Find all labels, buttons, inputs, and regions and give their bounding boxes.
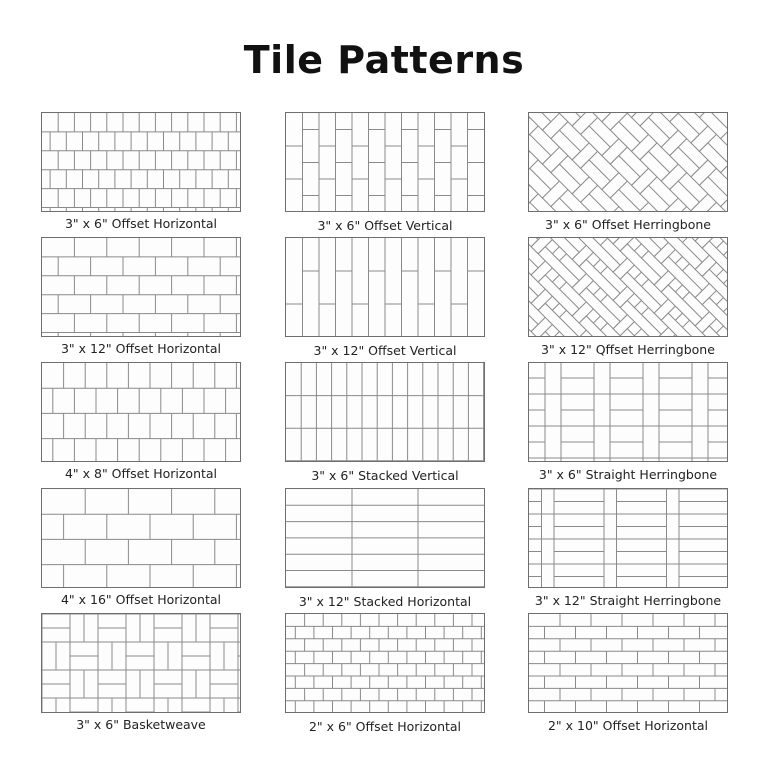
tile-piece [154,628,182,642]
tile-piece [140,670,154,698]
tile-piece [98,642,112,670]
tile-piece [604,564,617,587]
tile-swatch [285,237,485,337]
tile-swatch [528,488,728,588]
tile-pattern-drawing [286,113,484,211]
tile-caption: 3" x 6" Basketweave [76,717,206,732]
tile-swatch [285,112,485,212]
tile-piece [196,614,210,642]
tile-piece [224,642,238,670]
tile-caption: 3" x 6" Offset Vertical [317,218,453,233]
tile-piece [594,394,610,427]
tile-pattern-drawing [42,363,240,461]
tile-piece [238,698,240,712]
tile-piece [154,684,182,698]
tile-piece [643,426,659,459]
tile-piece [561,378,594,394]
tile-piece [659,442,692,458]
tile-piece [238,614,240,642]
tile-piece [210,628,238,642]
tile-piece [84,670,98,698]
tile-piece [126,670,140,698]
tile-piece [210,684,238,698]
tile-piece [224,698,238,712]
tile-piece [70,698,98,712]
tile-piece [554,552,604,565]
tile-pattern-drawing [286,363,484,461]
tile-caption: 3" x 6" Stacked Vertical [311,468,459,483]
tile-caption: 3" x 12" Straight Herringbone [534,593,722,608]
tile-piece [679,527,727,540]
tile-caption: 4" x 16" Offset Horizontal [60,592,222,607]
tile-pattern-drawing [286,489,484,587]
tile-piece [692,394,708,427]
tile-piece [561,442,594,458]
tile-caption: 4" x 8" Offset Horizontal [64,466,218,481]
tile-piece [594,458,610,461]
tile-swatch [41,362,241,462]
tile-piece [679,577,727,588]
tile-piece [617,552,667,565]
tile-piece [42,684,70,698]
tile-piece [610,378,643,394]
tile-swatch [41,237,241,337]
tile-pattern-drawing [42,489,240,587]
tile-swatch [41,613,241,713]
tile-caption: 3" x 12" Offset Horizontal [60,341,222,356]
tile-piece [70,670,84,698]
tile-piece [594,363,610,395]
tile-piece [154,642,168,670]
tile-piece [610,442,643,458]
tile-piece [182,656,210,670]
tile-piece [545,394,561,427]
tile-swatch [528,362,728,462]
tile-piece [154,670,182,684]
tile-piece [529,442,545,458]
tile-piece [238,642,240,656]
tile-pattern-drawing [286,238,484,336]
tile-swatch [41,112,241,212]
tile-piece [210,698,224,712]
tile-piece [554,527,604,540]
tile-caption: 3" x 12" Stacked Horizontal [298,594,472,609]
tile-piece [98,698,112,712]
tile-caption: 3" x 6" Straight Herringbone [538,467,718,482]
tile-piece [42,670,70,684]
tile-piece [154,698,168,712]
tile-piece [126,614,140,642]
tile-piece [70,614,84,642]
tile-piece [98,684,126,698]
tile-piece [545,363,561,395]
tile-piece [659,378,692,394]
tile-piece [210,642,224,670]
tile-piece [692,458,708,461]
tile-swatch [285,362,485,462]
tile-piece [610,410,643,426]
tile-piece [182,614,196,642]
tile-pattern-drawing [286,614,484,712]
tile-piece [126,656,154,670]
tile-piece [617,502,667,515]
tile-pattern-drawing [42,113,240,211]
tile-pattern-drawing [529,113,727,211]
tile-piece [56,642,70,670]
tile-caption: 2" x 10" Offset Horizontal [547,718,709,733]
tile-piece [542,564,555,587]
tile-swatch [528,237,728,337]
tile-pattern-drawing [529,238,727,336]
tile-piece [154,614,182,628]
tile-piece [529,527,542,540]
tile-swatch [528,112,728,212]
tile-piece [238,656,240,670]
tile-piece [708,442,727,458]
tile-pattern-drawing [42,614,240,712]
tile-swatch [285,613,485,713]
tile-pattern-drawing [529,489,727,587]
tile-piece [708,378,727,394]
tile-swatch [285,488,485,588]
tile-piece [42,642,56,670]
tile-piece [182,670,196,698]
tile-piece [70,642,98,656]
tile-caption: 3" x 12" Qffset Herringbone [541,342,715,357]
tile-pattern-drawing [529,614,727,712]
tile-piece [210,670,238,684]
tile-piece [545,458,561,461]
tile-caption: 2" x 6" Offset Horizontal [308,719,462,734]
tile-piece [42,698,56,712]
tile-piece [617,577,667,588]
tile-piece [594,426,610,459]
tile-piece [545,426,561,459]
tile-piece [529,577,542,588]
tile-piece [238,670,240,698]
tile-caption: 3" x 6" Offset Horizontal [64,216,218,231]
tile-piece [643,394,659,427]
tile-piece [561,410,594,426]
tile-piece [168,698,182,712]
tile-piece [554,577,604,588]
tile-piece [140,614,154,642]
tile-caption: 3" x 6" Offset Herringbone [545,217,711,232]
tile-piece [126,698,154,712]
tile-piece [126,642,154,656]
tile-piece [56,698,70,712]
tile-caption: 3" x 12" Offset Vertical [313,343,457,358]
tile-piece [617,527,667,540]
tile-piece [210,614,238,628]
herringbone-group [529,238,727,336]
tile-piece [98,614,126,628]
tile-piece [679,552,727,565]
tile-piece [679,502,727,515]
tile-piece [168,642,182,670]
tile-piece [182,642,210,656]
tile-pattern-drawing [42,238,240,336]
tile-piece [98,670,126,684]
page-title: Tile Patterns [243,38,525,82]
tile-piece [112,698,126,712]
tile-swatch [528,613,728,713]
tile-piece [529,552,542,565]
tile-piece [667,564,680,587]
tile-swatch [41,488,241,588]
tile-piece [182,698,210,712]
tile-piece [70,656,98,670]
tile-piece [42,628,70,642]
tile-piece [98,628,126,642]
tile-piece [692,363,708,395]
tile-piece [42,614,70,628]
tile-piece [529,410,545,426]
tile-piece [643,363,659,395]
tile-piece [708,410,727,426]
tile-piece [84,614,98,642]
tile-piece [659,410,692,426]
tile-piece [196,670,210,698]
tile-piece [692,426,708,459]
tile-piece [643,458,659,461]
tile-piece [529,378,545,394]
tile-piece [554,502,604,515]
tile-piece [529,502,542,515]
tile-piece [112,642,126,670]
herringbone-group [529,113,727,211]
tile-pattern-drawing [529,363,727,461]
